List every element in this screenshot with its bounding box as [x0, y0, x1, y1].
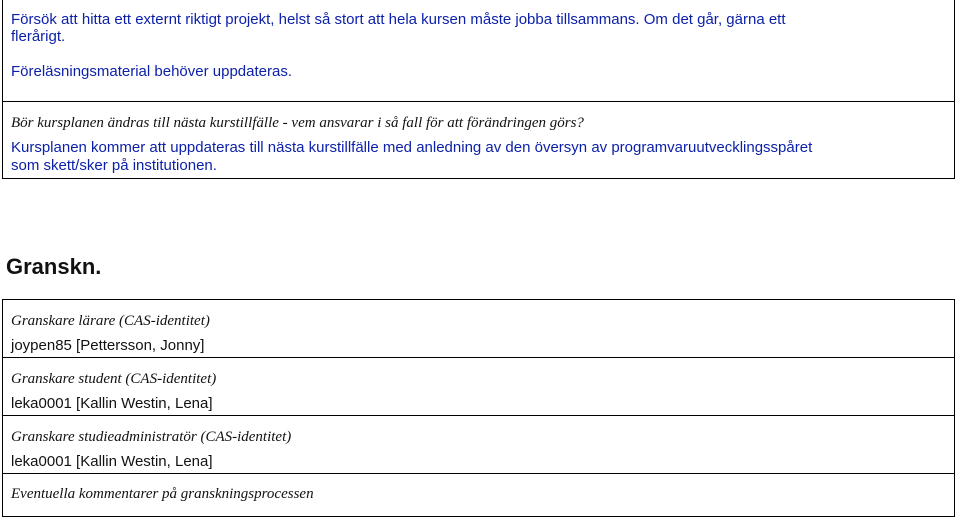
answer-line: som skett/sker på institutionen.	[11, 157, 217, 174]
review-comments-label: Eventuella kommentarer på granskningsprocessen	[11, 486, 314, 502]
section-heading: Granskn.	[6, 254, 102, 279]
review-student-row	[2, 357, 955, 416]
review-comments-row	[2, 473, 955, 517]
reviewer-admin-label: Granskare studieadministratör (CAS-identitet)	[11, 429, 292, 445]
reviewer-teacher-value: joypen85 [Pettersson, Jonny]	[11, 337, 205, 354]
reviewer-student-label: Granskare student (CAS-identitet)	[11, 371, 217, 387]
answer-line: Försök att hitta ett externt riktigt projekt, helst så stort att hela kursen måste jobba tillsammans. Om det går, gärna ett	[11, 11, 786, 28]
question-label: Bör kursplanen ändras till nästa kurstillfälle - vem ansvarar i så fall för att förändringen görs?	[11, 115, 584, 131]
review-admin-row	[2, 415, 955, 474]
answer-box-improvements	[2, 0, 955, 102]
reviewer-student-value: leka0001 [Kallin Westin, Lena]	[11, 395, 213, 412]
question-box-syllabus	[2, 101, 955, 179]
answer-line: flerårigt.	[11, 28, 66, 45]
answer-line: Kursplanen kommer att uppdateras till nästa kurstillfälle med anledning av den översyn av programvaruutvecklingsspåret	[11, 139, 813, 156]
reviewer-admin-value: leka0001 [Kallin Westin, Lena]	[11, 453, 213, 470]
reviewer-teacher-label: Granskare lärare (CAS-identitet)	[11, 313, 210, 329]
answer-line: Föreläsningsmaterial behöver uppdateras.	[11, 63, 292, 80]
review-teacher-row	[2, 299, 955, 358]
